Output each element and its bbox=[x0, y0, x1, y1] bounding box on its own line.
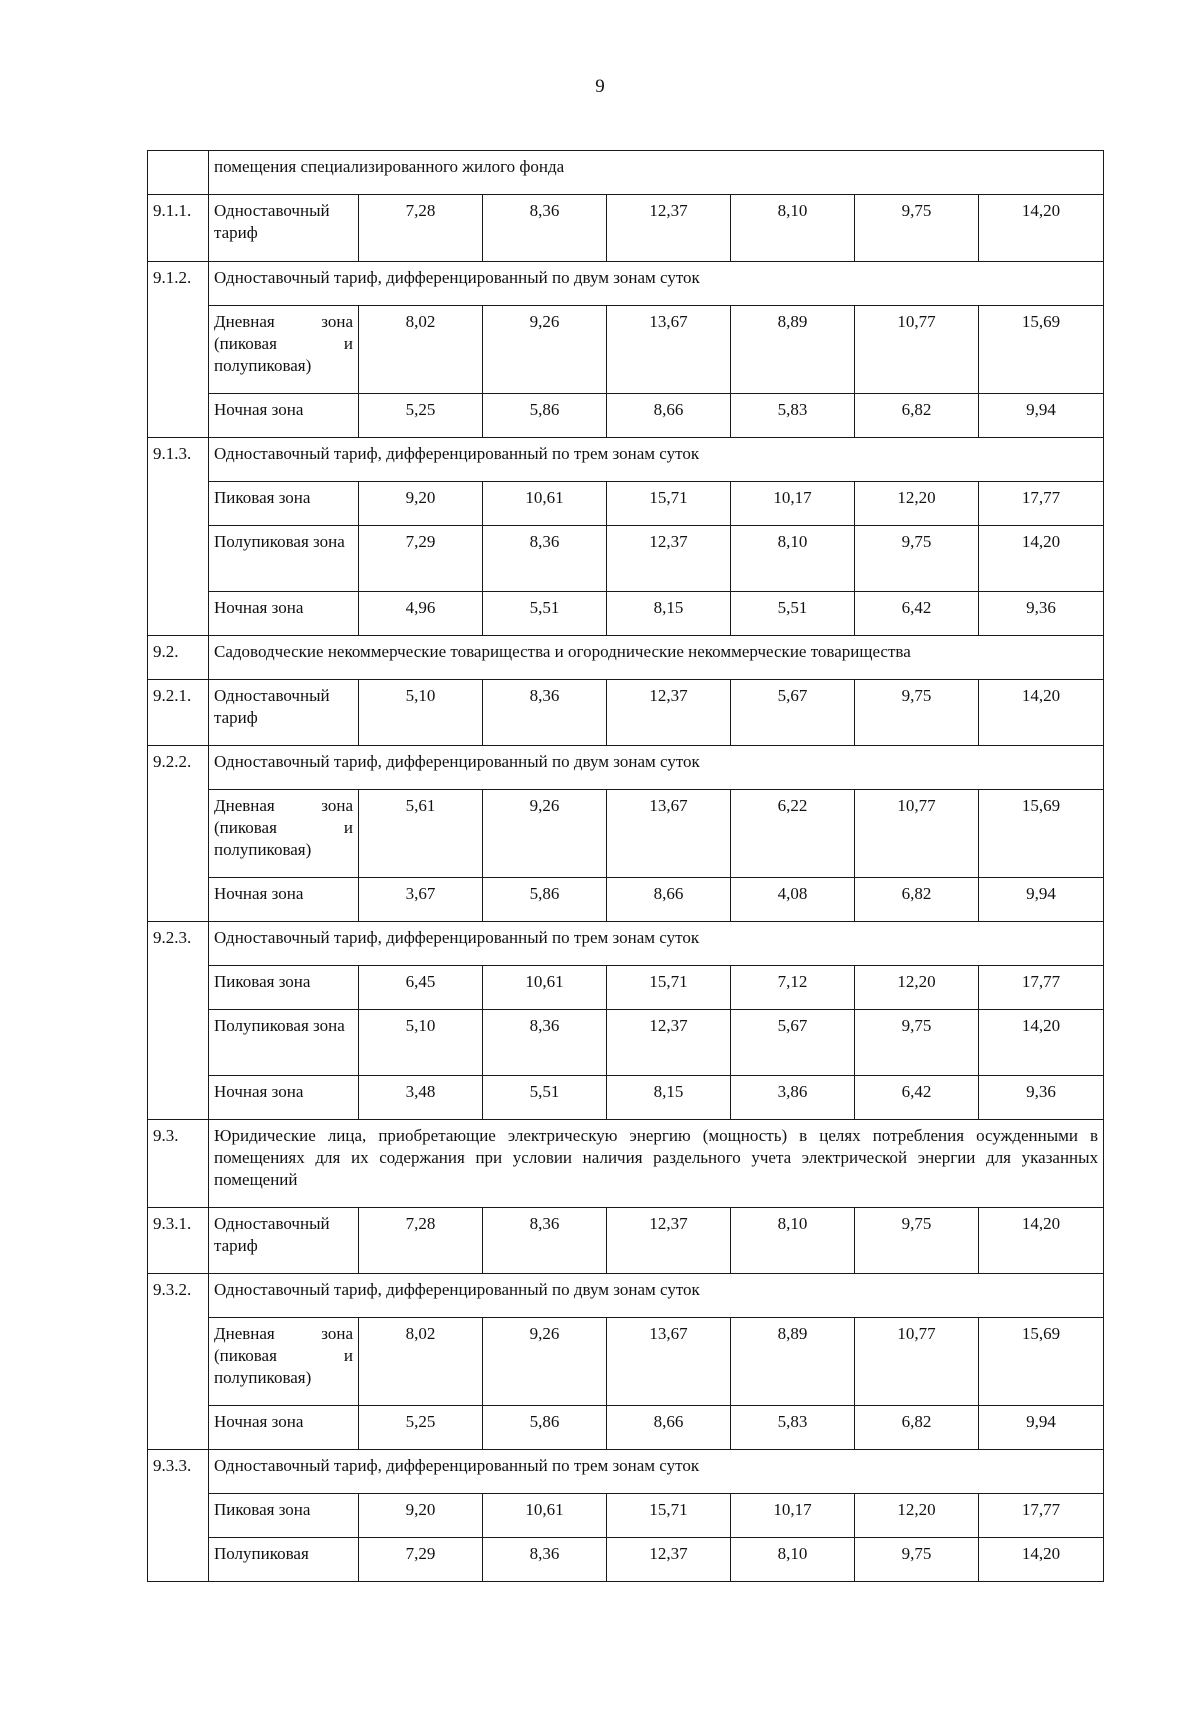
tariff-value: 8,89 bbox=[731, 1318, 855, 1406]
tariff-value: 17,77 bbox=[979, 966, 1104, 1010]
tariff-value: 8,15 bbox=[607, 592, 731, 636]
tariff-value: 15,71 bbox=[607, 966, 731, 1010]
table-row bbox=[148, 636, 1104, 680]
tariff-value: 5,51 bbox=[483, 592, 607, 636]
tariff-value: 10,17 bbox=[731, 1494, 855, 1538]
row-label: Полупиковая bbox=[209, 1538, 359, 1582]
label-word: и bbox=[343, 818, 353, 837]
tariff-value: 6,45 bbox=[359, 966, 483, 1010]
tariff-value: 5,83 bbox=[731, 1406, 855, 1450]
tariff-value: 5,67 bbox=[731, 1010, 855, 1076]
tariff-value: 9,94 bbox=[979, 1406, 1104, 1450]
tariff-value: 8,66 bbox=[607, 878, 731, 922]
row-heading: Одноставочный тариф, дифференцированный по трем зонам суток bbox=[209, 922, 1104, 966]
row-number: 9.1.2. bbox=[148, 262, 209, 438]
row-label bbox=[209, 306, 359, 394]
tariff-value: 8,36 bbox=[483, 195, 607, 262]
row-number: 9.2.2. bbox=[148, 746, 209, 922]
tariff-value: 14,20 bbox=[979, 1538, 1104, 1582]
tariff-value: 5,51 bbox=[483, 1076, 607, 1120]
tariff-value: 12,37 bbox=[607, 680, 731, 746]
tariff-value: 12,37 bbox=[607, 1010, 731, 1076]
row-label: Пиковая зона bbox=[209, 966, 359, 1010]
table-row bbox=[148, 1318, 1104, 1406]
row-number: 9.3.2. bbox=[148, 1274, 209, 1450]
tariff-value: 9,75 bbox=[855, 195, 979, 262]
tariff-value: 12,20 bbox=[855, 482, 979, 526]
table-row bbox=[148, 1494, 1104, 1538]
row-label: Ночная зона bbox=[209, 1076, 359, 1120]
label-word: зона bbox=[321, 312, 353, 331]
tariff-table bbox=[147, 150, 1104, 1582]
tariff-value: 12,37 bbox=[607, 1208, 731, 1274]
row-heading: Садоводческие некоммерческие товарищества и огороднические некоммерческие товарищества bbox=[209, 636, 1104, 680]
label-word: полупиковая) bbox=[214, 1368, 312, 1387]
tariff-value: 12,37 bbox=[607, 1538, 731, 1582]
tariff-value: 4,08 bbox=[731, 878, 855, 922]
tariff-value: 14,20 bbox=[979, 1208, 1104, 1274]
table-row bbox=[148, 195, 1104, 262]
table-row bbox=[148, 1010, 1104, 1076]
tariff-value: 5,86 bbox=[483, 1406, 607, 1450]
tariff-value: 13,67 bbox=[607, 1318, 731, 1406]
row-number: 9.3. bbox=[148, 1120, 209, 1208]
tariff-value: 8,36 bbox=[483, 1010, 607, 1076]
tariff-value: 7,29 bbox=[359, 526, 483, 592]
tariff-value: 7,28 bbox=[359, 195, 483, 262]
label-word: Дневная bbox=[214, 312, 275, 331]
tariff-value: 14,20 bbox=[979, 195, 1104, 262]
tariff-value: 8,66 bbox=[607, 1406, 731, 1450]
table-row bbox=[148, 1406, 1104, 1450]
tariff-value: 10,17 bbox=[731, 482, 855, 526]
tariff-value: 8,10 bbox=[731, 526, 855, 592]
tariff-value: 8,02 bbox=[359, 1318, 483, 1406]
tariff-value: 9,75 bbox=[855, 526, 979, 592]
tariff-value: 6,22 bbox=[731, 790, 855, 878]
tariff-value: 5,86 bbox=[483, 394, 607, 438]
table-row bbox=[148, 680, 1104, 746]
tariff-value: 5,10 bbox=[359, 680, 483, 746]
tariff-value: 8,36 bbox=[483, 526, 607, 592]
label-word: (пиковая bbox=[214, 1346, 277, 1365]
tariff-value: 17,77 bbox=[979, 482, 1104, 526]
tariff-value: 9,75 bbox=[855, 1010, 979, 1076]
tariff-value: 15,71 bbox=[607, 1494, 731, 1538]
row-heading: помещения специализированного жилого фонда bbox=[209, 151, 1104, 195]
label-word: зона bbox=[321, 796, 353, 815]
tariff-value: 10,61 bbox=[483, 1494, 607, 1538]
row-label: Пиковая зона bbox=[209, 1494, 359, 1538]
table-row bbox=[148, 394, 1104, 438]
label-word: (пиковая bbox=[214, 818, 277, 837]
tariff-value: 5,25 bbox=[359, 1406, 483, 1450]
tariff-value: 9,26 bbox=[483, 1318, 607, 1406]
row-label: Пиковая зона bbox=[209, 482, 359, 526]
row-number: 9.2.3. bbox=[148, 922, 209, 1120]
row-label: Ночная зона bbox=[209, 878, 359, 922]
tariff-value: 15,69 bbox=[979, 306, 1104, 394]
tariff-value: 13,67 bbox=[607, 306, 731, 394]
tariff-value: 12,20 bbox=[855, 966, 979, 1010]
tariff-value: 8,15 bbox=[607, 1076, 731, 1120]
tariff-value: 10,77 bbox=[855, 306, 979, 394]
row-label: Ночная зона bbox=[209, 592, 359, 636]
table-row bbox=[148, 878, 1104, 922]
tariff-value: 8,10 bbox=[731, 1538, 855, 1582]
tariff-value: 14,20 bbox=[979, 680, 1104, 746]
tariff-value: 8,36 bbox=[483, 1538, 607, 1582]
tariff-value: 8,66 bbox=[607, 394, 731, 438]
row-label: Полупиковая зона bbox=[209, 526, 359, 592]
tariff-value: 5,25 bbox=[359, 394, 483, 438]
row-number: 9.2. bbox=[148, 636, 209, 680]
tariff-value: 12,37 bbox=[607, 526, 731, 592]
label-word: Дневная bbox=[214, 1324, 275, 1343]
row-label bbox=[209, 790, 359, 878]
tariff-value: 6,42 bbox=[855, 592, 979, 636]
tariff-value: 10,61 bbox=[483, 966, 607, 1010]
table-row bbox=[148, 922, 1104, 966]
tariff-value: 8,02 bbox=[359, 306, 483, 394]
row-heading: Одноставочный тариф, дифференцированный по трем зонам суток bbox=[209, 438, 1104, 482]
tariff-value: 3,48 bbox=[359, 1076, 483, 1120]
table-row bbox=[148, 1208, 1104, 1274]
tariff-value: 9,26 bbox=[483, 306, 607, 394]
page-number: 9 bbox=[595, 76, 605, 97]
table-row bbox=[148, 151, 1104, 195]
row-heading: Одноставочный тариф, дифференцированный по двум зонам суток bbox=[209, 262, 1104, 306]
tariff-value: 5,10 bbox=[359, 1010, 483, 1076]
tariff-value: 9,26 bbox=[483, 790, 607, 878]
row-label: Ночная зона bbox=[209, 1406, 359, 1450]
tariff-value: 10,77 bbox=[855, 790, 979, 878]
row-number: 9.1.3. bbox=[148, 438, 209, 636]
table-row bbox=[148, 262, 1104, 306]
tariff-value: 3,67 bbox=[359, 878, 483, 922]
table-row bbox=[148, 482, 1104, 526]
row-label: Одноставочный тариф bbox=[209, 680, 359, 746]
table-row bbox=[148, 592, 1104, 636]
tariff-value: 14,20 bbox=[979, 1010, 1104, 1076]
tariff-value: 6,82 bbox=[855, 1406, 979, 1450]
tariff-value: 10,61 bbox=[483, 482, 607, 526]
tariff-value: 5,86 bbox=[483, 878, 607, 922]
tariff-value: 7,29 bbox=[359, 1538, 483, 1582]
tariff-value: 7,12 bbox=[731, 966, 855, 1010]
table-row bbox=[148, 306, 1104, 394]
row-number: 9.3.1. bbox=[148, 1208, 209, 1274]
table-row bbox=[148, 1450, 1104, 1494]
table-row bbox=[148, 1120, 1104, 1208]
row-label: Ночная зона bbox=[209, 394, 359, 438]
tariff-value: 10,77 bbox=[855, 1318, 979, 1406]
table-row bbox=[148, 526, 1104, 592]
tariff-value: 17,77 bbox=[979, 1494, 1104, 1538]
row-heading: Одноставочный тариф, дифференцированный по двум зонам суток bbox=[209, 746, 1104, 790]
table-row bbox=[148, 1274, 1104, 1318]
label-word: зона bbox=[321, 1324, 353, 1343]
row-label: Полупиковая зона bbox=[209, 1010, 359, 1076]
tariff-value: 4,96 bbox=[359, 592, 483, 636]
table-row bbox=[148, 438, 1104, 482]
tariff-value: 7,28 bbox=[359, 1208, 483, 1274]
tariff-value: 12,37 bbox=[607, 195, 731, 262]
label-word: и bbox=[343, 334, 353, 353]
tariff-value: 8,10 bbox=[731, 1208, 855, 1274]
tariff-value: 9,94 bbox=[979, 878, 1104, 922]
tariff-value: 15,69 bbox=[979, 790, 1104, 878]
tariff-value: 12,20 bbox=[855, 1494, 979, 1538]
table-row bbox=[148, 746, 1104, 790]
table-row bbox=[148, 1538, 1104, 1582]
label-word: и bbox=[343, 1346, 353, 1365]
table-row bbox=[148, 790, 1104, 878]
row-heading: Одноставочный тариф, дифференцированный по трем зонам суток bbox=[209, 1450, 1104, 1494]
row-heading: Одноставочный тариф, дифференцированный по двум зонам суток bbox=[209, 1274, 1104, 1318]
row-number bbox=[148, 151, 209, 195]
tariff-value: 8,10 bbox=[731, 195, 855, 262]
tariff-value: 6,82 bbox=[855, 394, 979, 438]
tariff-value: 9,20 bbox=[359, 1494, 483, 1538]
label-word: полупиковая) bbox=[214, 840, 312, 859]
table-row bbox=[148, 1076, 1104, 1120]
tariff-value: 8,36 bbox=[483, 1208, 607, 1274]
row-heading: Юридические лица, приобретающие электрическую энергию (мощность) в целях потребления осужденными в помещениях для их содержания при условии наличия раздельного учета электрической энергии для указанных помещений bbox=[209, 1120, 1104, 1208]
tariff-value: 9,36 bbox=[979, 1076, 1104, 1120]
tariff-value: 9,94 bbox=[979, 394, 1104, 438]
tariff-value: 6,42 bbox=[855, 1076, 979, 1120]
tariff-value: 15,69 bbox=[979, 1318, 1104, 1406]
tariff-value: 5,67 bbox=[731, 680, 855, 746]
tariff-value: 9,75 bbox=[855, 1208, 979, 1274]
row-label bbox=[209, 1318, 359, 1406]
table-row bbox=[148, 966, 1104, 1010]
row-number: 9.3.3. bbox=[148, 1450, 209, 1582]
row-label: Одноставочный тариф bbox=[209, 195, 359, 262]
label-word: полупиковая) bbox=[214, 356, 312, 375]
tariff-value: 9,75 bbox=[855, 1538, 979, 1582]
tariff-value: 3,86 bbox=[731, 1076, 855, 1120]
label-word: (пиковая bbox=[214, 334, 277, 353]
tariff-value: 9,75 bbox=[855, 680, 979, 746]
row-number: 9.2.1. bbox=[148, 680, 209, 746]
tariff-value: 9,20 bbox=[359, 482, 483, 526]
row-number: 9.1.1. bbox=[148, 195, 209, 262]
tariff-value: 13,67 bbox=[607, 790, 731, 878]
label-word: Дневная bbox=[214, 796, 275, 815]
tariff-value: 8,36 bbox=[483, 680, 607, 746]
tariff-value: 5,51 bbox=[731, 592, 855, 636]
tariff-value: 14,20 bbox=[979, 526, 1104, 592]
tariff-value: 6,82 bbox=[855, 878, 979, 922]
row-label: Одноставочный тариф bbox=[209, 1208, 359, 1274]
tariff-value: 5,61 bbox=[359, 790, 483, 878]
tariff-value: 9,36 bbox=[979, 592, 1104, 636]
tariff-value: 5,83 bbox=[731, 394, 855, 438]
tariff-value: 15,71 bbox=[607, 482, 731, 526]
tariff-value: 8,89 bbox=[731, 306, 855, 394]
